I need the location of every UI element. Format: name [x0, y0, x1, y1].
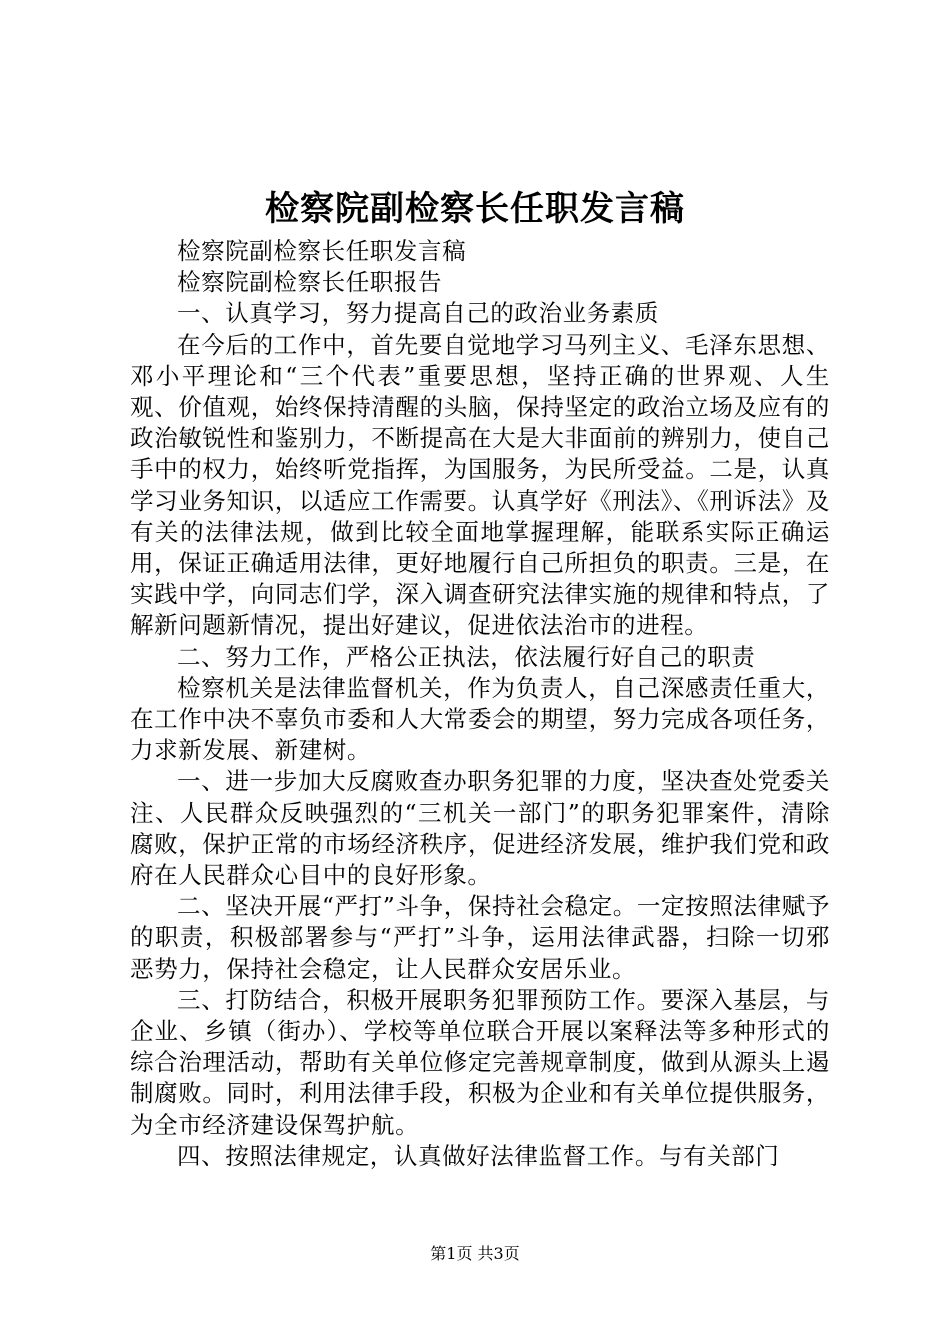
paragraph: 三、打防结合，积极开展职务犯罪预防工作。要深入基层，与企业、乡镇（街办）、学校等单位联合开展以案释法等多种形式的综合治理活动，帮助有关单位修定完善规章制度，做到从源头上遏制腐败。同时，利用法律手段，积极为企业和有关单位提供服务，为全市经济建设保驾护航。: [130, 985, 830, 1139]
paragraph: 检察院副检察长任职报告: [177, 268, 443, 297]
paragraph: 检察院副检察长任职发言稿: [177, 237, 467, 265]
document-body: [130, 236, 830, 1172]
paragraph: 二、坚决开展“严打”斗争，保持社会稳定。一定按照法律赋予的职责，积极部署参与“严打”斗争，运用法律武器，扫除一切邪恶势力，保持社会稳定，让人民群众安居乐业。: [130, 892, 830, 983]
section-heading: 一、认真学习，努力提高自己的政治业务素质: [177, 299, 659, 328]
document-title: 检察院副检察长任职发言稿: [265, 189, 685, 229]
paragraph: 在今后的工作中，首先要自觉地学习马列主义、毛泽东思想、邓小平理论和“三个代表”重要思想，坚持正确的世界观、人生观、价值观，始终保持清醒的头脑，保持坚定的政治立场及应有的政治敏锐性和鉴别力，不断提高在大是大非面前的辨别力，使自己手中的权力，始终听党指挥，为国服务，为民所受益。二是，认真学习业务知识，以适应工作需要。认真学好《刑法》、《刑诉法》及有关的法律法规，做到比较全面地掌握理解，能联系实际正确运用，保证正确适用法律，更好地履行自己所担负的职责。三是，在实践中学，向同志们学，深入调查研究法律实施的规律和特点，了解新问题新情况，提出好建议，促进依法治市的进程。: [130, 330, 830, 640]
section-heading: 二、努力工作，严格公正执法，依法履行好自己的职责: [177, 642, 756, 671]
paragraph: 一、进一步加大反腐败查办职务犯罪的力度，坚决查处党委关注、人民群众反映强烈的“三机关一部门”的职务犯罪案件，清除腐败，保护正常的市场经济秩序，促进经济发展，维护我们党和政府在人民群众心目中的良好形象。: [130, 767, 830, 890]
paragraph: 四、按照法律规定，认真做好法律监督工作。与有关部门: [177, 1141, 780, 1170]
paragraph: 检察机关是法律监督机关，作为负责人，自己深感责任重大，在工作中决不辜负市委和人大常委会的期望，努力完成各项任务，力求新发展、新建树。: [130, 673, 830, 765]
page-footer: 第1页 共3页: [430, 1244, 520, 1263]
